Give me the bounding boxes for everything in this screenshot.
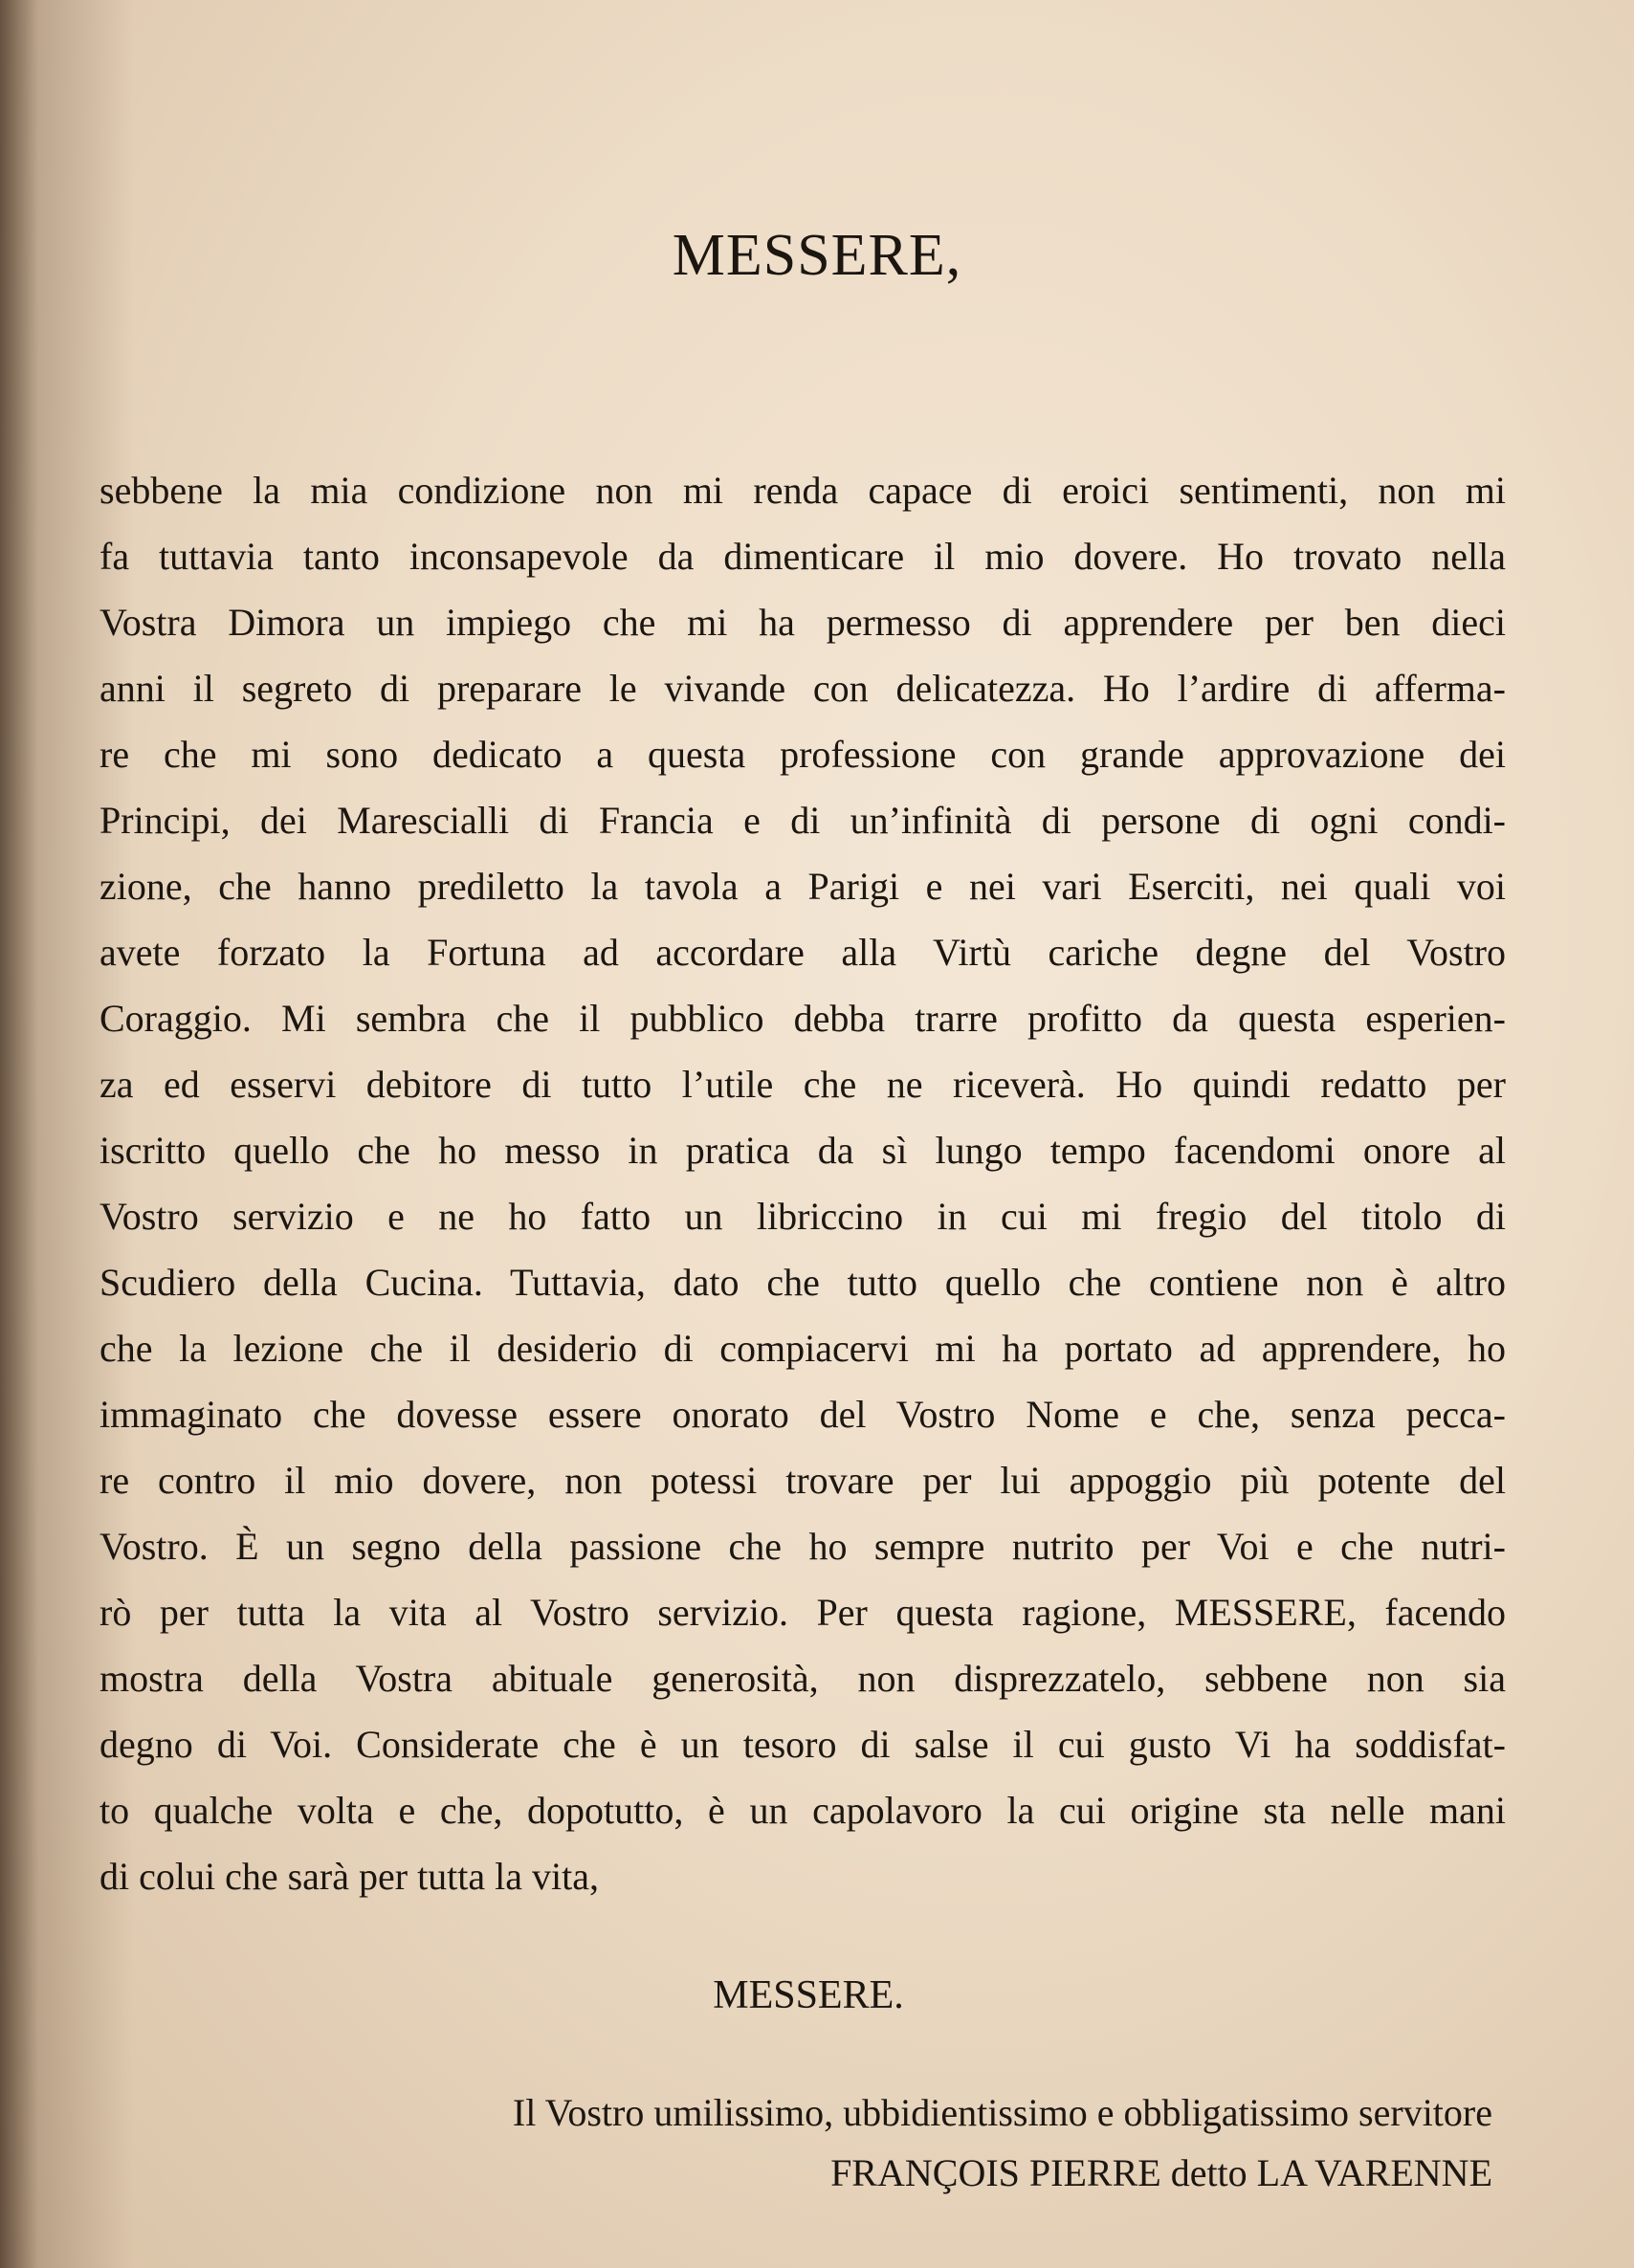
text-line: degno di Voi. Considerate che è un tesoro di salse il cui gusto Vi ha soddisfat-: [99, 1723, 1506, 1766]
text-line: fa tuttavia tanto inconsapevole da dimenticare il mio dovere. Ho trovato nella: [99, 535, 1506, 578]
text-line: re contro il mio dovere, non potessi trovare per lui appoggio più potente del: [99, 1459, 1506, 1502]
text-line: to qualche volta e che, dopotutto, è un capolavoro la cui origine sta nelle mani: [99, 1789, 1506, 1832]
signature-name: FRANÇOIS PIERRE detto LA VARENNE: [830, 2151, 1492, 2194]
text-line: di colui che sarà per tutta la vita,: [99, 1855, 600, 1898]
closing-salutation: MESSERE.: [713, 1973, 904, 2017]
letter-body: [99, 457, 1506, 1909]
text-line: re che mi sono dedicato a questa professione con grande approvazione dei: [99, 733, 1506, 776]
text-line: Vostra Dimora un impiego che mi ha permesso di apprendere per ben dieci: [99, 601, 1506, 644]
text-line: Vostro servizio e ne ho fatto un libriccino in cui mi fregio del titolo di: [99, 1195, 1506, 1238]
text-line: Scudiero della Cucina. Tuttavia, dato che tutto quello che contiene non è altro: [99, 1261, 1506, 1304]
text-line: Vostro. È un segno della passione che ho sempre nutrito per Voi e che nutri-: [99, 1525, 1506, 1568]
text-line: rò per tutta la vita al Vostro servizio. Per questa ragione, MESSERE, facendo: [99, 1591, 1506, 1634]
text-line: zione, che hanno prediletto la tavola a Parigi e nei vari Eserciti, nei quali voi: [99, 865, 1506, 908]
page-title: MESSERE,: [672, 223, 962, 288]
text-line: Principi, dei Marescialli di Francia e di un’infinità di persone di ogni condi-: [99, 799, 1506, 842]
text-line: anni il segreto di preparare le vivande con delicatezza. Ho l’ardire di afferma-: [99, 667, 1506, 710]
text-line: za ed esservi debitore di tutto l’utile che ne riceverà. Ho quindi redatto per: [99, 1063, 1506, 1106]
text-line: sebbene la mia condizione non mi renda capace di eroici sentimenti, non mi: [99, 469, 1506, 512]
text-line: avete forzato la Fortuna ad accordare alla Virtù cariche degne del Vostro: [99, 931, 1506, 974]
text-line: Coraggio. Mi sembra che il pubblico debba trarre profitto da questa esperien-: [99, 997, 1506, 1040]
text-line: mostra della Vostra abituale generosità, non disprezzatelo, sebbene non sia: [99, 1657, 1506, 1700]
text-line: immaginato che dovesse essere onorato del Vostro Nome e che, senza pecca-: [99, 1393, 1506, 1436]
text-line: iscritto quello che ho messo in pratica da sì lungo tempo facendomi onore al: [99, 1129, 1506, 1172]
signature-line: Il Vostro umilissimo, ubbidientissimo e obbligatissimo servitore: [512, 2091, 1492, 2134]
text-line: che la lezione che il desiderio di compiacervi mi ha portato ad apprendere, ho: [99, 1327, 1506, 1370]
